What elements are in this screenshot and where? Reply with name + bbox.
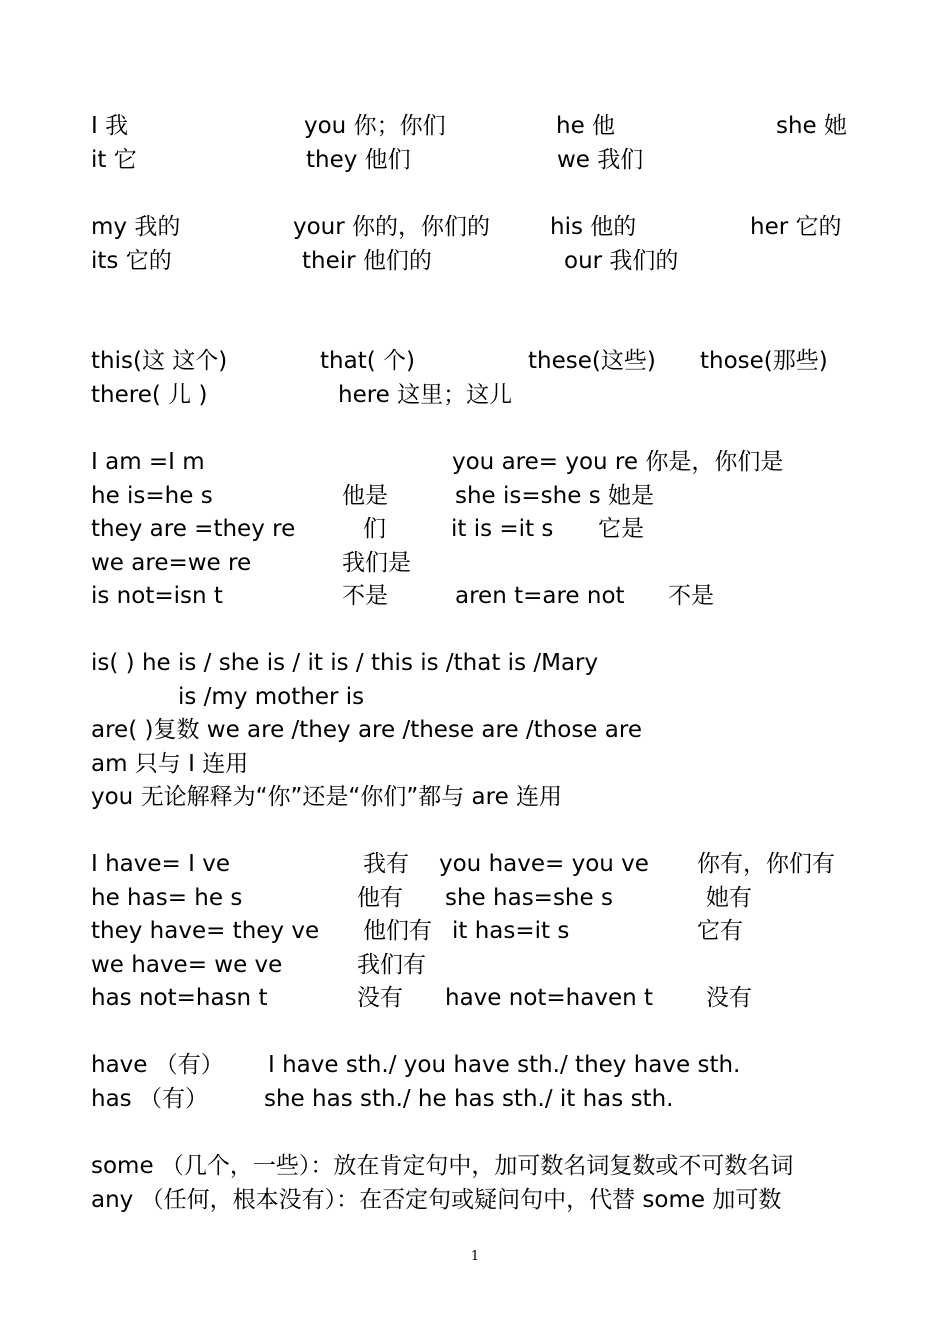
pronoun-she: she 她	[776, 113, 848, 139]
meaning-are-not: 不是	[668, 583, 714, 609]
contraction-are-not: aren t=are not	[455, 583, 625, 609]
meaning-he-has: 他有	[357, 885, 403, 911]
usage-has-word: has （有）	[91, 1086, 208, 1112]
usage-is-line: is( ) he is / she is / it is / this is /that is /Mary	[91, 650, 599, 676]
demonstrative-this: this(这 这个)	[91, 348, 228, 374]
contraction-has-not: has not=hasn t	[91, 985, 268, 1011]
demonstrative-those: those(那些)	[700, 348, 828, 374]
contraction-we-are: we are=we re	[91, 550, 252, 576]
contraction-is-not: is not=isn t	[91, 583, 223, 609]
usage-is-continued: is /my mother is	[178, 684, 365, 710]
possessive-her: her 它的	[750, 214, 842, 240]
contraction-it-is: it is =it s	[451, 516, 554, 542]
meaning-she-has: 她有	[706, 885, 752, 911]
contraction-he-is: he is=he s	[91, 483, 213, 509]
demonstrative-there: there( 儿 )	[91, 382, 208, 408]
possessive-its: its 它的	[91, 248, 172, 274]
contraction-i-have: I have= I ve	[91, 851, 230, 877]
page-number: 1	[470, 1249, 480, 1264]
possessive-his: his 他的	[550, 214, 637, 240]
usage-has-examples: she has sth./ he has sth./ it has sth.	[264, 1086, 674, 1112]
contraction-they-are: they are =they re	[91, 516, 296, 542]
demonstrative-here: here 这里；这儿	[338, 382, 513, 408]
meaning-we-are: 我们是	[342, 550, 411, 576]
possessive-your: your 你的，你们的	[293, 214, 491, 240]
contraction-you-are: you are= you re 你是，你们是	[452, 449, 784, 475]
contraction-have-not: have not=haven t	[445, 985, 654, 1011]
contraction-you-have: you have= you ve	[439, 851, 649, 877]
meaning-has-not: 没有	[357, 985, 403, 1011]
usage-have-examples: I have sth./ you have sth./ they have sth.	[268, 1052, 741, 1078]
contraction-she-has: she has=she s	[445, 885, 613, 911]
contraction-he-has: he has= he s	[91, 885, 243, 911]
meaning-is-not: 不是	[342, 583, 388, 609]
meaning-it-is: 它是	[598, 516, 644, 542]
usage-have-word: have （有）	[91, 1052, 224, 1078]
pronoun-i: I 我	[91, 113, 129, 139]
meaning-have-not: 没有	[706, 985, 752, 1011]
usage-any-line: any （任何，根本没有）：在否定句或疑问句中，代替 some 加可数	[91, 1187, 782, 1213]
pronoun-he: he 他	[556, 113, 616, 139]
possessive-their: their 他们的	[302, 248, 432, 274]
usage-am-line: am 只与 I 连用	[91, 751, 249, 777]
meaning-they-have: 他们有	[363, 918, 432, 944]
pronoun-you: you 你；你们	[304, 113, 446, 139]
usage-some-line: some （几个，一些）：放在肯定句中，加可数名词复数或不可数名词	[91, 1153, 794, 1179]
contraction-she-is: she is=she s 她是	[455, 483, 654, 509]
contraction-we-have: we have= we ve	[91, 952, 283, 978]
pronoun-it: it 它	[91, 147, 137, 173]
pronoun-we: we 我们	[557, 147, 644, 173]
contraction-i-am: I am =I m	[91, 449, 205, 475]
pronoun-they: they 他们	[306, 147, 411, 173]
meaning-you-have: 你有，你们有	[697, 851, 835, 877]
demonstrative-these: these(这些)	[528, 348, 656, 374]
usage-you-line: you 无论解释为“你”还是“你们”都与 are 连用	[91, 784, 563, 810]
contraction-it-has: it has=it s	[452, 918, 570, 944]
usage-are-line: are( )复数 we are /they are /these are /those are	[91, 717, 642, 743]
contraction-they-have: they have= they ve	[91, 918, 320, 944]
meaning-it-has: 它有	[697, 918, 743, 944]
possessive-our: our 我们的	[564, 248, 679, 274]
demonstrative-that: that( 个)	[320, 348, 415, 374]
meaning-we-have: 我们有	[357, 952, 426, 978]
possessive-my: my 我的	[91, 214, 181, 240]
meaning-they-are: 们	[363, 516, 386, 542]
meaning-he-is: 他是	[342, 483, 388, 509]
meaning-i-have: 我有	[363, 851, 409, 877]
